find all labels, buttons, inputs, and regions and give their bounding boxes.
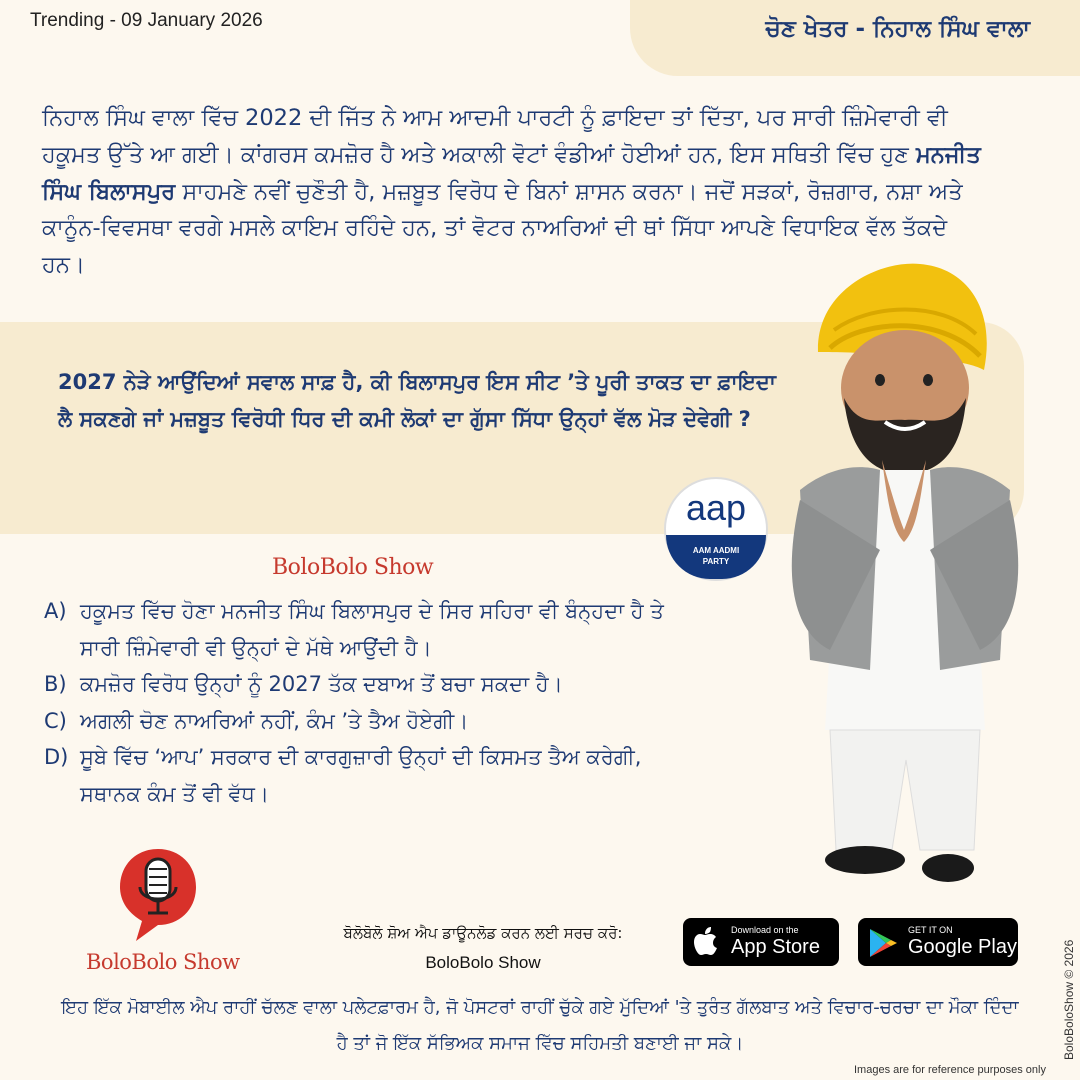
option-b-label: B)	[44, 672, 67, 696]
question-text: 2027 ਨੇੜੇ ਆਉਂਦਿਆਂ ਸਵਾਲ ਸਾਫ਼ ਹੈ, ਕੀ ਬਿਲਾਸਪੁਰ ਇਸ ਸੀਟ ’ਤੇ ਪੂਰੀ ਤਾਕਤ ਦਾ ਫ਼ਾਇਦਾ ਲੈ ਸਕਣਗੇ ਜਾਂ ਮਜ਼ਬੂਤ ਵਿਰੋਧੀ ਧਿਰ ਦੀ ਕਮੀ ਲੋਕਾਂ ਦਾ ਗੁੱਸਾ ਸਿੱਧਾ ਉਨ੍ਹਾਂ ਵੱਲ ਮੋੜ ਦੇਵੇਗੀ ?	[58, 370, 776, 431]
option-a-text: ਹਕੂਮਤ ਵਿੱਚ ਹੋਣਾ ਮਨਜੀਤ ਸਿੰਘ ਬਿਲਾਸਪੁਰ ਦੇ ਸਿਰ ਸਹਿਰਾ ਵੀ ਬੰਨ੍ਹਦਾ ਹੈ ਤੇ ਸਾਰੀ ਜ਼ਿੰਮੇਵਾਰੀ ਵੀ ਉਨ੍ਹਾਂ ਦੇ ਮੱਥੇ ਆਉਂਦੀ ਹੈ।	[80, 599, 664, 660]
google-play-icon	[868, 927, 898, 959]
brand-wordmark-bottom: BoloBolo Show	[86, 950, 240, 974]
option-c-text: ਅਗਲੀ ਚੋਣ ਨਾਅਰਿਆਂ ਨਹੀਂ, ਕੰਮ ’ਤੇ ਤੈਅ ਹੋਏਗੀ।	[80, 708, 469, 733]
option-c[interactable]	[44, 703, 704, 740]
app-store-button[interactable]	[683, 918, 839, 966]
option-a[interactable]	[44, 593, 704, 666]
constituency-banner	[630, 0, 1080, 76]
intro-text-before: ਨਿਹਾਲ ਸਿੰਘ ਵਾਲਾ ਵਿੱਚ 2022 ਦੀ ਜਿੱਤ ਨੇ ਆਮ ਆਦਮੀ ਪਾਰਟੀ ਨੂੰ ਫ਼ਾਇਦਾ ਤਾਂ ਦਿੱਤਾ, ਪਰ ਸਾਰੀ ਜ਼ਿੰਮੇਵਾਰੀ ਵੀ ਹਕੂਮਤ ਉੱਤੇ ਆ ਗਈ। ਕਾਂਗਰਸ ਕਮਜ਼ੋਰ ਹੈ ਅਤੇ ਅਕਾਲੀ ਵੋਟਾਂ ਵੰਡੀਆਂ ਹੋਈਆਂ ਹਨ, ਇਸ ਸਥਿਤੀ ਵਿੱਚ ਹੁਣ	[42, 105, 948, 168]
option-c-label: C)	[44, 708, 67, 733]
option-d-text: ਸੂਬੇ ਵਿੱਚ ‘ਆਪ’ ਸਰਕਾਰ ਦੀ ਕਾਰਗੁਜ਼ਾਰੀ ਉਨ੍ਹਾਂ ਦੀ ਕਿਸਮਤ ਤੈਅ ਕਰੇਗੀ, ਸਥਾਨਕ ਕੰਮ ਤੋਂ ਵੀ ਵੱਧ।	[80, 745, 642, 806]
app-promo-instruction: ਬੋਲੋਬੋਲੋ ਸ਼ੋਅ ਐਪ ਡਾਊਨਲੋਡ ਕਰਨ ਲਈ ਸਰਚ ਕਰੋ:	[343, 924, 623, 942]
intro-paragraph	[42, 100, 992, 284]
answer-options	[44, 593, 704, 812]
google-play-small-text: GET IT ON	[908, 925, 953, 935]
app-store-small-text: Download on the	[731, 925, 799, 935]
aap-party-logo	[664, 477, 768, 581]
google-play-big-text: Google Play	[908, 936, 1017, 958]
option-b[interactable]	[44, 666, 704, 703]
logo-name-line1: AAM AADMI	[692, 546, 740, 555]
option-d[interactable]	[44, 739, 704, 812]
option-a-label: A)	[44, 599, 67, 623]
microphone-logo-icon	[118, 845, 198, 945]
option-d-label: D)	[44, 745, 69, 769]
app-store-big-text: App Store	[731, 936, 820, 958]
intro-text-after: ਸਾਹਮਣੇ ਨਵੀਂ ਚੁਣੌਤੀ ਹੈ, ਮਜ਼ਬੂਤ ਵਿਰੋਧ ਦੇ ਬਿਨਾਂ ਸ਼ਾਸਨ ਕਰਨਾ। ਜਦੋਂ ਸੜਕਾਂ, ਰੋਜ਼ਗਾਰ, ਨਸ਼ਾ ਅਤੇ ਕਾਨੂੰਨ-ਵਿਵਸਥਾ ਵਰਗੇ ਮਸਲੇ ਕਾਇਮ ਰਹਿੰਦੇ ਹਨ, ਤਾਂ ਵੋਟਰ ਨਾਅਰਿਆਂ ਦੀ ਥਾਂ ਸਿੱਧਾ ਆਪਣੇ ਵਿਧਾਇਕ ਵੱਲ ਤੱਕਦੇ ਹਨ।	[42, 178, 963, 279]
logo-word: aap	[685, 487, 747, 528]
option-b-text: ਕਮਜ਼ੋਰ ਵਿਰੋਧ ਉਨ੍ਹਾਂ ਨੂੰ 2027 ਤੱਕ ਦਬਾਅ ਤੋਂ ਬਚਾ ਸਕਦਾ ਹੈ।	[80, 672, 563, 696]
candidate-name: ਮਨਜੀਤ ਸਿੰਘ ਬਿਲਾਸਪੁਰ	[42, 141, 981, 205]
app-promo	[298, 918, 668, 978]
brand-wordmark-top: BoloBolo Show	[272, 555, 434, 580]
app-promo-name: BoloBolo Show	[425, 953, 541, 972]
copyright-vertical: BoloBoloShow © 2026	[1062, 939, 1076, 1060]
disclaimer: Images are for reference purposes only	[854, 1064, 1046, 1076]
google-play-button[interactable]	[858, 918, 1018, 966]
constituency-title: ਚੋਣ ਖੇਤਰ - ਨਿਹਾਲ ਸਿੰਘ ਵਾਲਾ	[765, 16, 1030, 42]
logo-name-line2: PARTY	[702, 557, 730, 566]
footer-description: ਇਹ ਇੱਕ ਮੋਬਾਈਲ ਐਪ ਰਾਹੀਂ ਚੱਲਣ ਵਾਲਾ ਪਲੇਟਫ਼ਾਰਮ ਹੈ, ਜੋ ਪੋਸਟਰਾਂ ਰਾਹੀਂ ਚੁੱਕੇ ਗਏ ਮੁੱਦਿਆਂ 'ਤੇ ਤੁਰੰਤ ਗੱਲਬਾਤ ਅਤੇ ਵਿਚਾਰ-ਚਰਚਾ ਦਾ ਮੌਕਾ ਦਿੰਦਾ ਹੈ ਤਾਂ ਜੋ ਇੱਕ ਸੱਭਿਅਕ ਸਮਾਜ ਵਿੱਚ ਸਹਿਮਤੀ ਬਣਾਈ ਜਾ ਸਕੇ।	[61, 997, 1019, 1054]
candidate-illustration	[770, 260, 1040, 900]
apple-icon	[693, 927, 721, 957]
date-label: Trending - 09 January 2026	[30, 10, 263, 31]
